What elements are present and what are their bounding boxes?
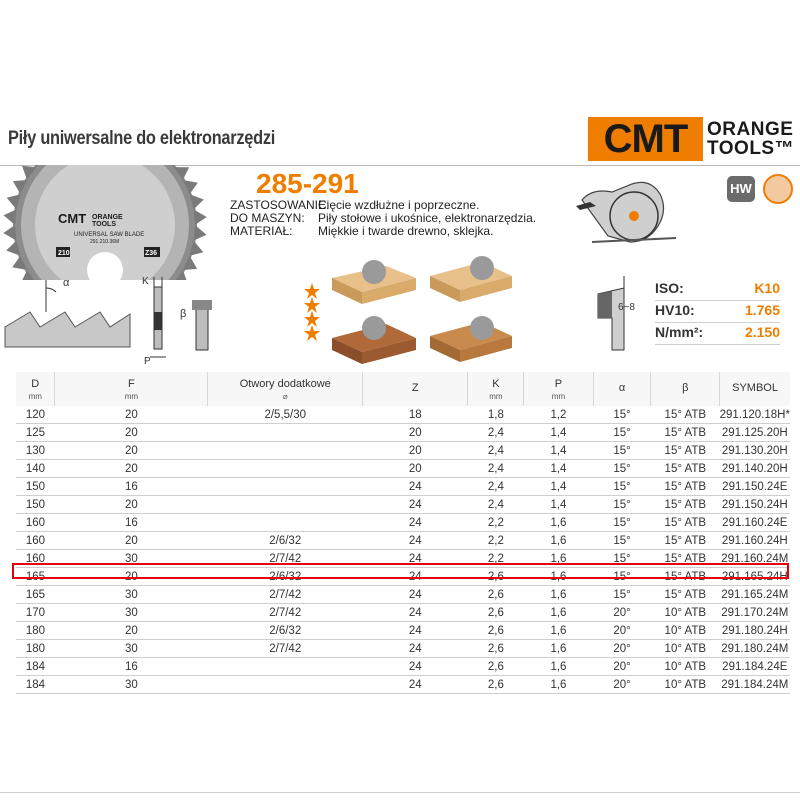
cell-f: 30 <box>55 604 208 622</box>
table-row <box>16 586 790 604</box>
cell-f: 20 <box>55 622 208 640</box>
cell-d: 140 <box>16 460 55 478</box>
blade-caption: UNIVERSAL SAW BLADE <box>74 232 145 238</box>
table-row <box>16 460 790 478</box>
cell-f: 30 <box>55 550 208 568</box>
cell-p: 1,6 <box>524 550 593 568</box>
cell-z: 24 <box>363 622 468 640</box>
cell-d: 150 <box>16 478 55 496</box>
cell-symbol: 291.180.24M <box>720 640 790 658</box>
cell-extra-holes: 2/7/42 <box>208 586 363 604</box>
rating-stars <box>303 283 321 341</box>
cell-k: 2,6 <box>468 586 524 604</box>
cell-z: 24 <box>363 514 468 532</box>
spec-row-strength <box>655 324 780 345</box>
star-icon <box>304 311 320 327</box>
cell-z: 24 <box>363 478 468 496</box>
cell-z: 24 <box>363 586 468 604</box>
cell-p: 1,4 <box>524 442 593 460</box>
page-title: Piły uniwersalne do elektronarzędzi <box>8 128 276 149</box>
p-label: P <box>144 356 151 367</box>
cell-f: 20 <box>55 406 208 424</box>
softwood-rip-image <box>332 260 416 304</box>
logo-brand: CMT <box>588 117 703 161</box>
blade-code: 291.210.36M <box>90 239 120 245</box>
cell-beta: 10° ATB <box>651 640 720 658</box>
cell-z: 20 <box>363 460 468 478</box>
cell-symbol: 291.125.20H <box>720 424 790 442</box>
k-label: K <box>142 276 149 287</box>
table-header-row <box>16 372 790 406</box>
cell-p: 1,6 <box>524 532 593 550</box>
cell-alpha: 15° <box>593 550 651 568</box>
header-symbol: SYMBOL <box>720 372 790 406</box>
cell-k: 2,6 <box>468 568 524 586</box>
cell-symbol: 291.120.18H* <box>720 406 790 424</box>
cell-p: 1,6 <box>524 604 593 622</box>
cell-symbol: 291.165.24H <box>720 568 790 586</box>
cell-extra-holes: 2/6/32 <box>208 568 363 586</box>
angle-label: 6~8 <box>618 302 635 313</box>
spec-label: HV10: <box>655 302 695 318</box>
cell-symbol: 291.150.24E <box>720 478 790 496</box>
spec-row-hv10 <box>655 302 780 323</box>
cell-f: 16 <box>55 658 208 676</box>
table-row <box>16 658 790 676</box>
alpha-label: α <box>63 277 70 289</box>
cell-f: 30 <box>55 640 208 658</box>
cell-p: 1,6 <box>524 676 593 694</box>
coating-icon <box>763 174 793 204</box>
cell-symbol: 291.160.24H <box>720 532 790 550</box>
cell-symbol: 291.140.20H <box>720 460 790 478</box>
cell-f: 20 <box>55 496 208 514</box>
cell-k: 1,8 <box>468 406 524 424</box>
table-row <box>16 640 790 658</box>
cell-extra-holes <box>208 424 363 442</box>
cell-f: 20 <box>55 532 208 550</box>
softwood-cross-image <box>430 256 512 302</box>
footer-divider <box>0 792 800 793</box>
cell-beta: 15° ATB <box>651 532 720 550</box>
cell-k: 2,2 <box>468 532 524 550</box>
cell-symbol: 291.170.24M <box>720 604 790 622</box>
spec-value: K10 <box>754 280 780 296</box>
star-icon <box>304 325 320 341</box>
cell-d: 184 <box>16 676 55 694</box>
tooth-geometry-diagram <box>0 272 230 367</box>
spec-label: ISO: <box>655 280 684 296</box>
cell-d: 165 <box>16 568 55 586</box>
cell-k: 2,4 <box>468 496 524 514</box>
wood-cutting-illustrations <box>326 248 518 368</box>
blade-brand: CMT <box>58 211 87 226</box>
star-icon <box>304 297 320 313</box>
cell-k: 2,6 <box>468 604 524 622</box>
cell-extra-holes <box>208 460 363 478</box>
cell-d: 180 <box>16 640 55 658</box>
cell-extra-holes <box>208 676 363 694</box>
cell-symbol: 291.150.24H <box>720 496 790 514</box>
spec-row-iso <box>655 280 780 301</box>
cell-alpha: 15° <box>593 496 651 514</box>
cell-p: 1,4 <box>524 496 593 514</box>
cell-p: 1,6 <box>524 622 593 640</box>
cell-extra-holes <box>208 514 363 532</box>
blade-teeth: Z36 <box>145 250 158 257</box>
cell-z: 24 <box>363 658 468 676</box>
cell-d: 130 <box>16 442 55 460</box>
cell-d: 184 <box>16 658 55 676</box>
cell-beta: 10° ATB <box>651 622 720 640</box>
cell-f: 16 <box>55 478 208 496</box>
cell-extra-holes: 2/7/42 <box>208 550 363 568</box>
beta-label: β <box>180 308 187 320</box>
cell-p: 1,6 <box>524 514 593 532</box>
cell-symbol: 291.130.20H <box>720 442 790 460</box>
header-z: Z <box>363 372 468 406</box>
cell-f: 20 <box>55 568 208 586</box>
cell-beta: 15° ATB <box>651 496 720 514</box>
cell-d: 120 <box>16 406 55 424</box>
table-row <box>16 622 790 640</box>
cell-p: 1,2 <box>524 406 593 424</box>
info-key-machines: DO MASZYN: <box>230 211 305 225</box>
cell-p: 1,6 <box>524 640 593 658</box>
hw-badge: HW <box>727 176 755 202</box>
cell-f: 30 <box>55 676 208 694</box>
cell-f: 20 <box>55 424 208 442</box>
header-alpha: α <box>593 372 651 406</box>
cell-f: 16 <box>55 514 208 532</box>
cell-alpha: 20° <box>593 658 651 676</box>
cell-beta: 15° ATB <box>651 442 720 460</box>
cell-extra-holes <box>208 442 363 460</box>
info-key-application: ZASTOSOWANIE: <box>230 198 330 212</box>
highlighted-row-marker <box>12 563 789 579</box>
cell-z: 24 <box>363 550 468 568</box>
cell-d: 180 <box>16 622 55 640</box>
cell-extra-holes <box>208 496 363 514</box>
cell-z: 24 <box>363 496 468 514</box>
cell-d: 160 <box>16 550 55 568</box>
cell-alpha: 15° <box>593 424 651 442</box>
blade-size: 210 <box>58 250 70 257</box>
cell-k: 2,4 <box>468 460 524 478</box>
cell-d: 170 <box>16 604 55 622</box>
cell-z: 24 <box>363 676 468 694</box>
cell-k: 2,6 <box>468 676 524 694</box>
table-row <box>16 442 790 460</box>
cell-extra-holes: 2/6/32 <box>208 532 363 550</box>
cell-p: 1,4 <box>524 460 593 478</box>
cell-beta: 10° ATB <box>651 658 720 676</box>
info-key-material: MATERIAŁ: <box>230 224 293 238</box>
cell-d: 150 <box>16 496 55 514</box>
cell-beta: 15° ATB <box>651 406 720 424</box>
cell-alpha: 15° <box>593 478 651 496</box>
table-row <box>16 424 790 442</box>
logo-line2: TOOLS™ <box>707 138 795 159</box>
blade-line1: ORANGE <box>92 214 123 221</box>
cell-z: 24 <box>363 640 468 658</box>
cell-p: 1,4 <box>524 424 593 442</box>
spec-value: 1.765 <box>744 302 780 318</box>
table-row <box>16 478 790 496</box>
info-value-material: Miękkie i twarde drewno, sklejka. <box>318 224 494 238</box>
circular-saw-machine-image <box>572 170 682 255</box>
cell-beta: 15° ATB <box>651 478 720 496</box>
cell-symbol: 291.160.24M <box>720 550 790 568</box>
cell-d: 165 <box>16 586 55 604</box>
product-table <box>16 372 790 694</box>
cell-f: 20 <box>55 442 208 460</box>
info-value-application: Cięcie wzdłużne i poprzeczne. <box>318 198 480 212</box>
cell-symbol: 291.165.24M <box>720 586 790 604</box>
table-row <box>16 532 790 550</box>
cell-z: 24 <box>363 604 468 622</box>
cell-alpha: 15° <box>593 460 651 478</box>
cell-d: 160 <box>16 532 55 550</box>
cell-k: 2,2 <box>468 550 524 568</box>
cell-beta: 10° ATB <box>651 604 720 622</box>
table-row <box>16 514 790 532</box>
cell-alpha: 15° <box>593 514 651 532</box>
cell-p: 1,6 <box>524 658 593 676</box>
cell-z: 20 <box>363 442 468 460</box>
cell-alpha: 20° <box>593 604 651 622</box>
cell-extra-holes <box>208 478 363 496</box>
cell-alpha: 15° <box>593 586 651 604</box>
cell-symbol: 291.184.24E <box>720 658 790 676</box>
series-number: 285-291 <box>256 168 359 199</box>
cell-symbol: 291.160.24E <box>720 514 790 532</box>
cell-k: 2,4 <box>468 478 524 496</box>
table-row <box>16 496 790 514</box>
blade-line2: TOOLS <box>92 221 116 228</box>
logo-line1: ORANGE <box>707 119 794 140</box>
cell-d: 125 <box>16 424 55 442</box>
cell-z: 18 <box>363 406 468 424</box>
hardwood-rip-image <box>332 316 416 364</box>
cell-beta: 15° ATB <box>651 514 720 532</box>
cell-alpha: 15° <box>593 568 651 586</box>
cell-alpha: 15° <box>593 406 651 424</box>
spec-label: N/mm²: <box>655 324 704 340</box>
cell-alpha: 20° <box>593 676 651 694</box>
cell-z: 20 <box>363 424 468 442</box>
cell-beta: 15° ATB <box>651 424 720 442</box>
cell-extra-holes: 2/6/32 <box>208 622 363 640</box>
header-f: F mm <box>55 372 208 406</box>
table-row <box>16 604 790 622</box>
info-value-machines: Piły stołowe i ukośnice, elektronarzędzia. <box>318 211 537 225</box>
cell-alpha: 20° <box>593 640 651 658</box>
cell-symbol: 291.180.24H <box>720 622 790 640</box>
cell-extra-holes: 2/7/42 <box>208 640 363 658</box>
cell-alpha: 20° <box>593 622 651 640</box>
table-row <box>16 676 790 694</box>
cell-z: 24 <box>363 532 468 550</box>
cell-k: 2,2 <box>468 514 524 532</box>
header-p: P mm <box>524 372 593 406</box>
saw-blade-image <box>0 165 230 280</box>
cell-beta: 15° ATB <box>651 568 720 586</box>
cmt-logo <box>588 117 793 161</box>
header-d: D mm <box>16 372 55 406</box>
cell-k: 2,6 <box>468 622 524 640</box>
cell-k: 2,4 <box>468 442 524 460</box>
cell-alpha: 15° <box>593 532 651 550</box>
table-row <box>16 406 790 424</box>
table-body <box>16 406 790 694</box>
spec-value: 2.150 <box>744 324 780 340</box>
header-beta: β <box>651 372 720 406</box>
header-extra-holes: Otwory dodatkowe ⌀ <box>208 372 363 406</box>
cell-beta: 10° ATB <box>651 676 720 694</box>
cell-alpha: 15° <box>593 442 651 460</box>
cell-extra-holes: 2/5,5/30 <box>208 406 363 424</box>
cell-p: 1,6 <box>524 586 593 604</box>
cell-p: 1,6 <box>524 568 593 586</box>
tooth-angle-diagram <box>588 276 650 352</box>
cell-k: 2,6 <box>468 640 524 658</box>
header-k: K mm <box>468 372 524 406</box>
cell-f: 20 <box>55 460 208 478</box>
cell-symbol: 291.184.24M <box>720 676 790 694</box>
cell-beta: 15° ATB <box>651 550 720 568</box>
cell-z: 24 <box>363 568 468 586</box>
cell-k: 2,6 <box>468 658 524 676</box>
star-icon <box>304 283 320 299</box>
cell-p: 1,4 <box>524 478 593 496</box>
cell-extra-holes: 2/7/42 <box>208 604 363 622</box>
cell-beta: 15° ATB <box>651 586 720 604</box>
cell-extra-holes <box>208 658 363 676</box>
cell-d: 160 <box>16 514 55 532</box>
hardwood-cross-image <box>430 316 512 362</box>
cell-f: 30 <box>55 586 208 604</box>
cell-k: 2,4 <box>468 424 524 442</box>
cell-beta: 15° ATB <box>651 460 720 478</box>
